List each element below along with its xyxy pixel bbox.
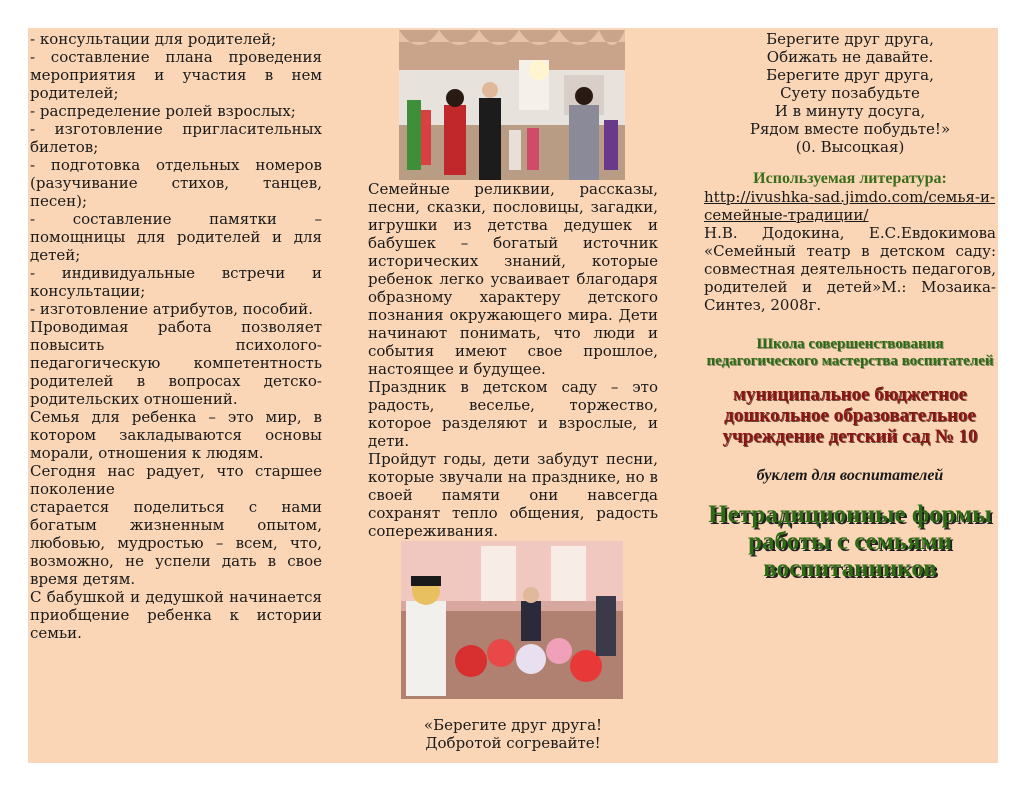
paragraph: Праздник в детском саду – это радость, веселье, торжество, которое разделяют и взрослые, и дети. [368, 378, 658, 450]
paragraph: Пройдут годы, дети забудут песни, которые звучали на празднике, но в своей памяти они навсегда сохранят тепло общения, радость сопереживания. [368, 450, 658, 540]
paragraph: старается поделиться с нами богатым жизненным опытом, любовью, мудростью – всем, что, возможно, не успели дать в свое время детям. [30, 498, 322, 588]
middle-column [368, 180, 658, 540]
paragraph: - подготовка отдельных номеров (разучивание стихов, танцев, песен); [30, 156, 322, 210]
quote-line: «Берегите друг друга! [423, 716, 603, 734]
poem-line: Рядом вместе побудьте!» [749, 120, 951, 138]
quote-line: Добротой согревайте! [425, 734, 601, 752]
photo-children-party [401, 541, 623, 699]
poem-author: (0. Высоцкая) [795, 138, 905, 156]
school-heading: Школа совершенствования педагогического мастерства воспитателей [706, 336, 994, 369]
paragraph: Сегодня нас радует, что старшее поколение [30, 462, 322, 498]
literature-reference: Н.В. Додокина, Е.С.Евдокимова «Семейный театр в детском саду: совместная деятельность педагогов, родителей и детей»М.: Мозаика-Синтез, 2008г. [704, 224, 996, 314]
paragraph: - составление плана проведения мероприятия и участия в нем родителей; [30, 48, 322, 102]
left-column [30, 30, 322, 642]
booklet-title: Нетрадиционные формы работы с семьями воспитанников [708, 501, 992, 582]
poem-line: И в минуту досуга, [774, 102, 926, 120]
paragraph: Семья для ребенка – это мир, в котором закладываются основы морали, отношения к людям. [30, 408, 322, 462]
paragraph: - консультации для родителей; [30, 30, 277, 48]
right-column [704, 30, 996, 582]
closing-quote [368, 716, 658, 752]
booklet-subtitle: буклет для воспитателей [756, 467, 944, 484]
paragraph: Семейные реликвии, рассказы, песни, сказки, пословицы, загадки, игрушки из детства дедушек и бабушек – богатый источник исторических знаний, которые ребенок легко усваивает благодаря образному характеру детского познания окружающего мира. Дети начинают понимать, что люди и события имеют свое прошлое, настоящее и будущее. [368, 180, 658, 378]
paragraph: - изготовление пригласительных билетов; [30, 120, 322, 156]
poem-line: Берегите друг друга, [766, 30, 934, 48]
institution-name: муниципальное бюджетное дошкольное образовательное учреждение детский сад № 10 [722, 384, 978, 447]
literature-heading: Используемая литература: [753, 170, 947, 187]
photo-celebration-hall [399, 30, 625, 180]
paragraph: Проводимая работа позволяет повысить психолого-педагогическую компетентность родителей в вопросах детско-родительских отношений. [30, 318, 322, 408]
paragraph: - изготовление атрибутов, пособий. [30, 300, 313, 318]
paragraph: - распределение ролей взрослых; [30, 102, 296, 120]
paragraph: С бабушкой и дедушкой начинается приобщение ребенка к истории семьи. [30, 588, 322, 642]
paragraph: - составление памятки – помощницы для родителей и для детей; [30, 210, 322, 264]
literature-link[interactable]: http://ivushka-sad.jimdo.com/семья-и-семейные-традиции/ [704, 188, 996, 224]
paragraph: - индивидуальные встречи и консультации; [30, 264, 322, 300]
poem-line: Суету позабудьте [780, 84, 920, 102]
poem-line: Обижать не давайте. [766, 48, 934, 66]
poem-line: Берегите друг друга, [766, 66, 934, 84]
